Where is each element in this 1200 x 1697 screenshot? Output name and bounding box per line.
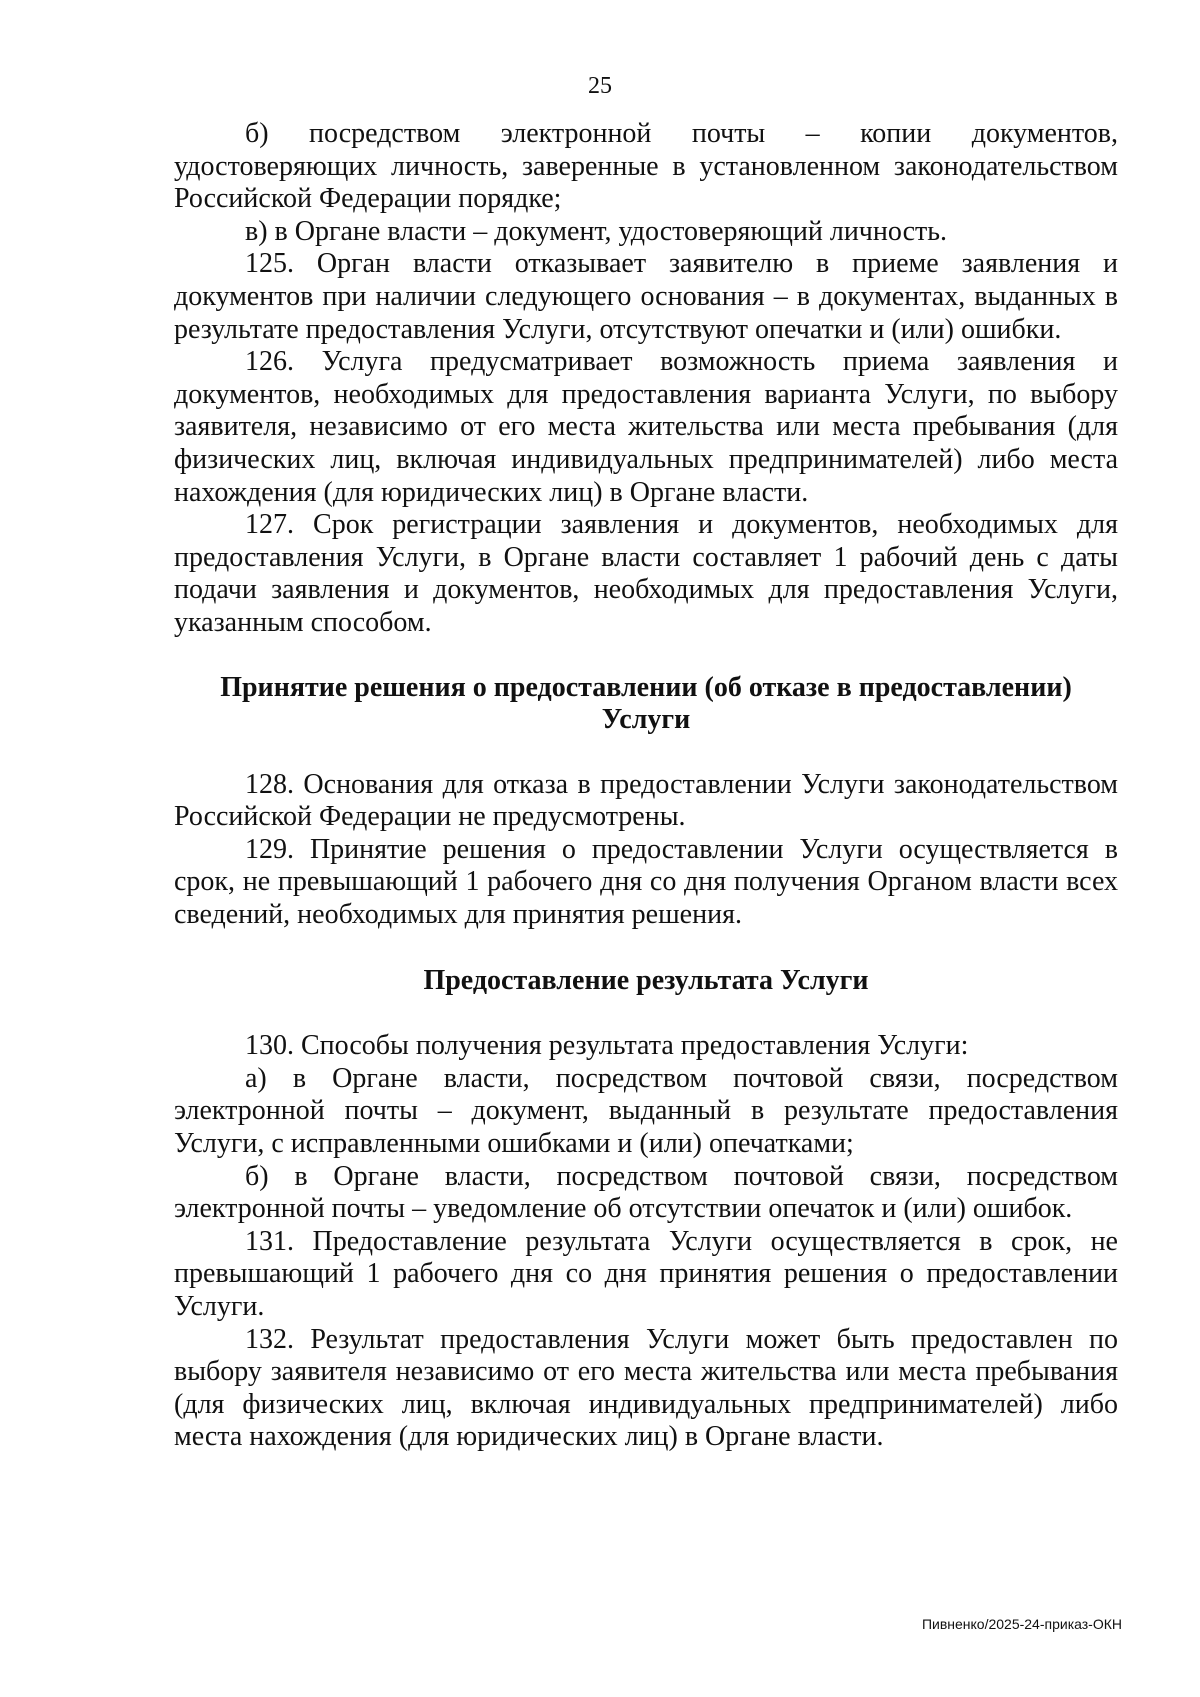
section-heading-decision-line1: Принятие решения о предоставлении (об отказе в предоставлении): [220, 671, 1072, 703]
paragraph-sub-v-authority: в) в Органе власти – документ, удостоверяющий личность.: [245, 215, 947, 247]
section-heading-result: Предоставление результата Услуги: [423, 964, 869, 996]
paragraph-131: 131. Предоставление результата Услуги осуществляется в срок, не превышающий 1 рабочего дня со дня принятия решения о предоставлении Услуги.: [174, 1225, 1118, 1322]
document-body: [174, 118, 1118, 1454]
page-number: 25: [588, 73, 612, 99]
section-heading-decision-line2: Услуги: [601, 704, 691, 736]
paragraph-130-sub-b: б) в Органе власти, посредством почтовой связи, посредством электронной почты – уведомление об отсутствии опечаток и (или) ошибок.: [174, 1160, 1118, 1225]
paragraph-132: 132. Результат предоставления Услуги может быть предоставлен по выбору заявителя независимо от его места жительства или места пребывания (для физических лиц, включая индивидуальных предпринимателей) либо места нахождения (для юридических лиц) в Органе власти.: [174, 1323, 1118, 1453]
paragraph-130-sub-a: а) в Органе власти, посредством почтовой связи, посредством электронной почты – документ, выданный в результате предоставления Услуги, с исправленными ошибками и (или) опечатками;: [174, 1062, 1118, 1160]
section-heading-decision: [174, 672, 1118, 737]
paragraph-126: 126. Услуга предусматривает возможность приема заявления и документов, необходимых для предоставления варианта Услуги, по выбору заявителя, независимо от его места жительства или места пребывания (для физических лиц, включая индивидуальных предпринимателей) либо места нахождения (для юридических лиц) в Органе власти.: [174, 346, 1118, 508]
paragraph-127: 127. Срок регистрации заявления и документов, необходимых для предоставления Услуги, в Органе власти составляет 1 рабочий день с даты подачи заявления и документов, необходимых для предоставления Услуги, указанным способом.: [174, 509, 1118, 638]
paragraph-128: 128. Основания для отказа в предоставлении Услуги законодательством Российской Федерации не предусмотрены.: [174, 768, 1118, 833]
paragraph-130: 130. Способы получения результата предоставления Услуги:: [245, 1030, 969, 1062]
document-code: Пивненко/2025-24-приказ-ОКН: [921, 1616, 1122, 1632]
paragraph-sub-b-email: б) посредством электронной почты – копии документов, удостоверяющих личность, заверенные в установленном законодательством Российской Федерации порядке;: [174, 118, 1118, 215]
paragraph-125: 125. Орган власти отказывает заявителю в приеме заявления и документов при наличии следующего основания – в документах, выданных в результате предоставления Услуги, отсутствуют опечатки и (или) ошибки.: [174, 248, 1118, 345]
paragraph-129: 129. Принятие решения о предоставлении Услуги осуществляется в срок, не превышающий 1 рабочего дня со дня получения Органом власти всех сведений, необходимых для принятия решения.: [174, 833, 1118, 931]
